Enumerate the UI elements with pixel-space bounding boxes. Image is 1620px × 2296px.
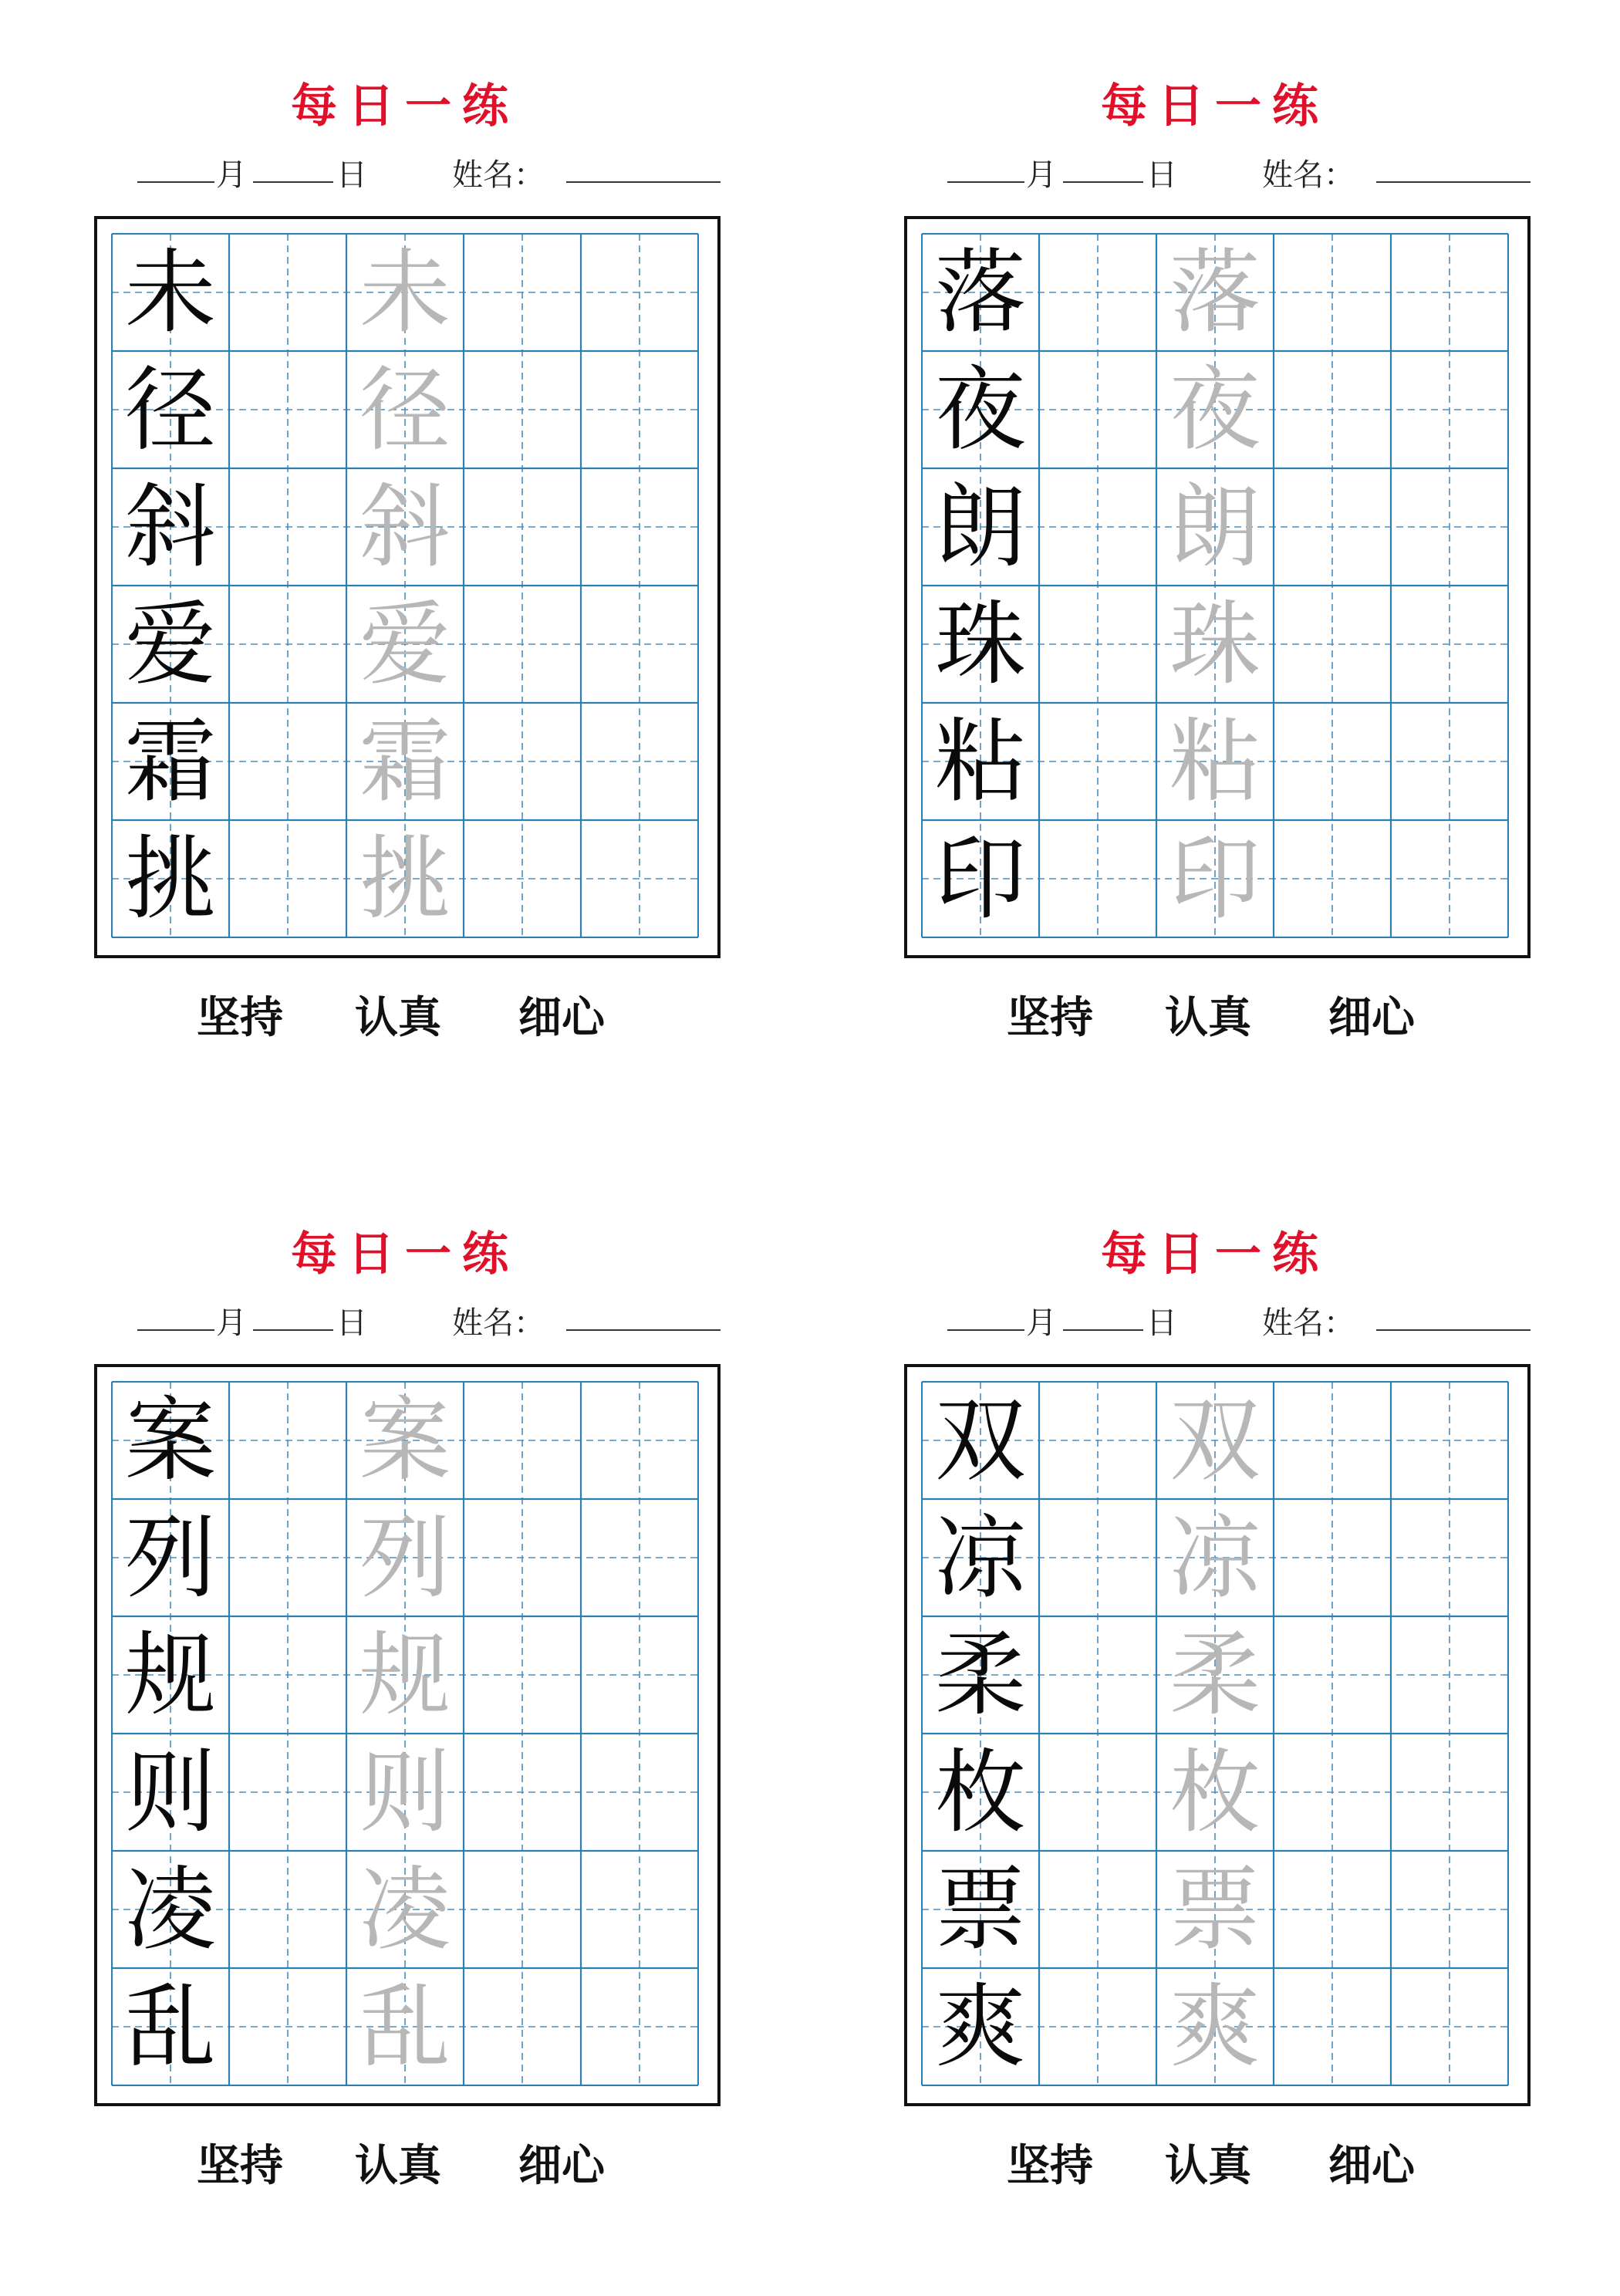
month-blank[interactable] (947, 150, 1024, 183)
trace-character: 径 (359, 356, 451, 463)
month-label: 月 (216, 157, 247, 193)
trace-character: 柔 (1169, 1622, 1261, 1728)
practice-sheet (0, 1148, 810, 2296)
day-label: 日 (1146, 1305, 1177, 1341)
motto-word: 认真 (1165, 992, 1251, 1043)
sheet-title: 每日一练 (1101, 79, 1329, 133)
motto-word: 坚持 (197, 2140, 283, 2191)
name-blank[interactable] (1376, 1298, 1531, 1331)
trace-character: 斜 (359, 474, 451, 580)
name-blank[interactable] (566, 150, 721, 183)
month-label: 月 (216, 1305, 247, 1341)
model-character: 未 (124, 239, 216, 346)
model-character: 凌 (124, 1856, 216, 1963)
model-character: 夜 (934, 356, 1026, 463)
model-character: 斜 (124, 474, 216, 580)
practice-sheet (810, 0, 1620, 1148)
model-character: 双 (934, 1387, 1026, 1494)
model-character: 爽 (934, 1974, 1026, 2080)
model-character: 落 (934, 239, 1026, 346)
trace-character: 爽 (1169, 1974, 1261, 2080)
practice-sheet (0, 0, 810, 1148)
motto-word: 认真 (355, 992, 441, 1043)
model-character: 票 (934, 1856, 1026, 1963)
trace-character: 凌 (359, 1856, 451, 1963)
name-label: 姓名： (1262, 1305, 1355, 1341)
name-blank[interactable] (1376, 150, 1531, 183)
day-label: 日 (1146, 157, 1177, 193)
model-character: 印 (934, 826, 1026, 932)
trace-character: 印 (1169, 826, 1261, 932)
model-character: 乱 (124, 1974, 216, 2080)
model-character: 朗 (934, 474, 1026, 580)
trace-character: 案 (359, 1387, 451, 1494)
day-blank[interactable] (1063, 1298, 1143, 1331)
trace-character: 双 (1169, 1387, 1261, 1494)
trace-character: 规 (359, 1622, 451, 1728)
trace-character: 落 (1169, 239, 1261, 346)
trace-character: 朗 (1169, 474, 1261, 580)
month-blank[interactable] (947, 1298, 1024, 1331)
model-character: 柔 (934, 1622, 1026, 1728)
model-character: 列 (124, 1504, 216, 1611)
motto-word: 认真 (355, 2140, 441, 2191)
motto-word: 细心 (1328, 992, 1415, 1043)
practice-sheet (810, 1148, 1620, 2296)
model-character: 枚 (934, 1739, 1026, 1845)
trace-character: 爱 (359, 591, 451, 697)
name-label: 姓名： (1262, 157, 1355, 193)
trace-character: 凉 (1169, 1504, 1261, 1611)
model-character: 珠 (934, 591, 1026, 697)
trace-character: 枚 (1169, 1739, 1261, 1845)
trace-character: 夜 (1169, 356, 1261, 463)
model-character: 粘 (934, 708, 1026, 815)
motto-word: 坚持 (1007, 2140, 1093, 2191)
month-label: 月 (1026, 157, 1057, 193)
month-blank[interactable] (137, 150, 214, 183)
model-character: 则 (124, 1739, 216, 1845)
trace-character: 挑 (359, 826, 451, 932)
day-blank[interactable] (253, 1298, 333, 1331)
model-character: 霜 (124, 708, 216, 815)
day-label: 日 (336, 157, 367, 193)
sheet-title: 每日一练 (291, 1227, 519, 1281)
motto-word: 坚持 (197, 992, 283, 1043)
model-character: 爱 (124, 591, 216, 697)
model-character: 案 (124, 1387, 216, 1494)
motto-word: 认真 (1165, 2140, 1251, 2191)
trace-character: 粘 (1169, 708, 1261, 815)
month-label: 月 (1026, 1305, 1057, 1341)
trace-character: 珠 (1169, 591, 1261, 697)
model-character: 规 (124, 1622, 216, 1728)
sheet-title: 每日一练 (291, 79, 519, 133)
model-character: 径 (124, 356, 216, 463)
motto-word: 细心 (518, 992, 605, 1043)
trace-character: 列 (359, 1504, 451, 1611)
motto-word: 细心 (518, 2140, 605, 2191)
trace-character: 霜 (359, 708, 451, 815)
model-character: 挑 (124, 826, 216, 932)
sheet-title: 每日一练 (1101, 1227, 1329, 1281)
name-blank[interactable] (566, 1298, 721, 1331)
day-blank[interactable] (253, 150, 333, 183)
trace-character: 票 (1169, 1856, 1261, 1963)
name-label: 姓名： (452, 157, 545, 193)
month-blank[interactable] (137, 1298, 214, 1331)
day-blank[interactable] (1063, 150, 1143, 183)
motto-word: 细心 (1328, 2140, 1415, 2191)
trace-character: 乱 (359, 1974, 451, 2080)
trace-character: 则 (359, 1739, 451, 1845)
trace-character: 未 (359, 239, 451, 346)
day-label: 日 (336, 1305, 367, 1341)
name-label: 姓名： (452, 1305, 545, 1341)
model-character: 凉 (934, 1504, 1026, 1611)
motto-word: 坚持 (1007, 992, 1093, 1043)
